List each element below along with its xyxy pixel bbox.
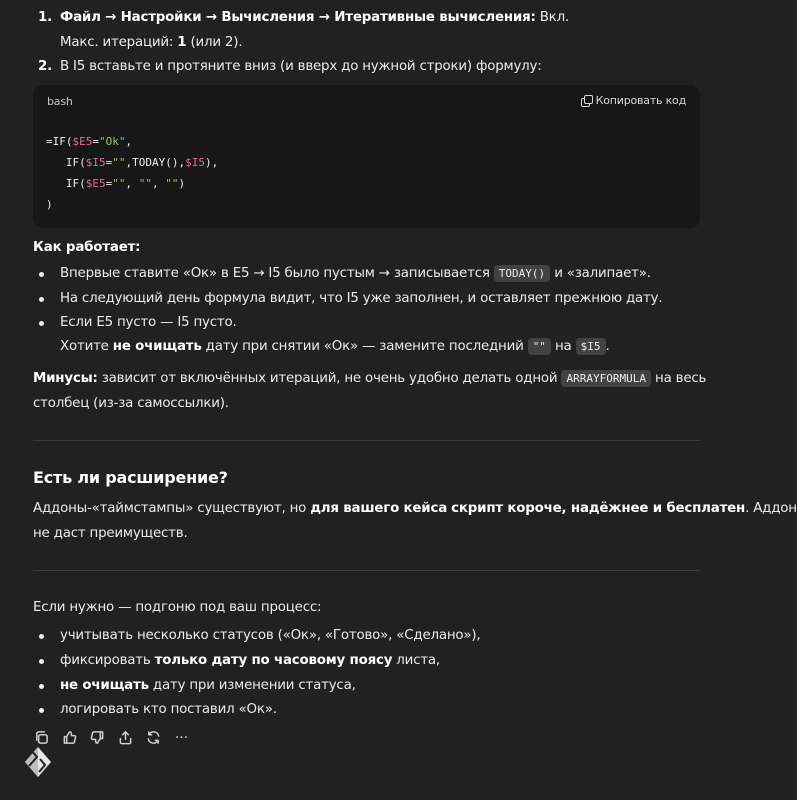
bullet-dot <box>39 708 44 713</box>
copy-code-button[interactable] <box>581 94 686 107</box>
inline-code-empty-string: "" <box>528 338 551 355</box>
bullet-dot <box>39 297 44 302</box>
outro-bullet-4: логировать кто поставил «Ок». <box>60 702 277 717</box>
good-response-button[interactable] <box>61 729 78 746</box>
how-bullet-3-subtext: Хотите не очищать дату при снятии «Ок» — замените последний "" на $I5 . <box>60 339 610 354</box>
step-1-text: Файл → Настройки → Вычисления → Итеративные вычисления: Вкл. <box>60 10 569 25</box>
copy-icon <box>34 730 49 745</box>
bullet-dot <box>39 321 44 326</box>
extension-paragraph-line-2: не даст преимуществ. <box>33 526 188 541</box>
share-icon <box>118 730 133 745</box>
how-it-works-heading: Как работает: <box>33 240 141 255</box>
bullet-dot <box>39 634 44 639</box>
outro-bullet-1: учитывать несколько статусов («Ок», «Готово», «Сделано»), <box>60 628 481 643</box>
more-icon: ··· <box>174 729 189 746</box>
thumbs-down-icon <box>90 730 105 745</box>
message-action-bar <box>33 729 190 746</box>
copy-message-button[interactable] <box>33 729 50 746</box>
regenerate-icon <box>146 730 161 745</box>
list-number-1: 1. <box>38 10 53 25</box>
thumbs-up-icon <box>62 730 77 745</box>
step-2-text: В I5 вставьте и протяните вниз (и вверх до нужной строки) формулу: <box>60 59 542 74</box>
copy-icon <box>581 96 591 106</box>
share-button[interactable] <box>117 729 134 746</box>
divider <box>33 570 700 571</box>
bullet-dot <box>39 684 44 689</box>
assistant-logo-icon <box>23 745 53 779</box>
outro-bullet-2: фиксировать только дату по часовому поясу листа, <box>60 653 440 668</box>
bullet-dot <box>39 659 44 664</box>
minuses-line-1: Минусы: зависит от включённых итераций, не очень удобно делать одной ARRAYFORMULA на весь <box>33 371 707 386</box>
bad-response-button[interactable] <box>89 729 106 746</box>
bullet-dot <box>39 272 44 277</box>
list-number-2: 2. <box>38 59 53 74</box>
code-content: =IF($E5="Ok", IF($I5="",TODAY(),$I5), IF($E5="", "", "") ) <box>46 135 219 211</box>
inline-code-today: TODAY() <box>494 265 550 282</box>
more-options-button[interactable] <box>173 729 190 746</box>
inline-code-arrayformula: ARRAYFORMULA <box>561 370 650 387</box>
how-bullet-1: Впервые ставите «Ок» в E5 → I5 было пустым → записывается TODAY() и «залипает». <box>60 266 651 281</box>
how-bullet-2: На следующий день формула видит, что I5 уже заполнен, и оставляет прежнюю дату. <box>60 291 663 306</box>
extension-heading: Есть ли расширение? <box>33 468 228 487</box>
extension-paragraph-line-1: Аддоны-«таймстампы» существуют, но для вашего кейса скрипт короче, надёжнее и бесплатен. Аддон <box>33 501 797 516</box>
step-1-subtext: Макс. итераций: 1 (или 2). <box>60 35 243 50</box>
inline-code-i5: $I5 <box>576 338 606 355</box>
how-bullet-3: Если E5 пусто — I5 пусто. <box>60 315 237 330</box>
minuses-line-2: столбец (из-за самоссылки). <box>33 396 229 411</box>
code-language-label: bash <box>47 95 73 108</box>
divider <box>33 440 700 441</box>
code-block <box>33 85 700 228</box>
outro-bullet-3: не очищать дату при изменении статуса, <box>60 678 356 693</box>
regenerate-button[interactable] <box>145 729 162 746</box>
copy-code-label: Копировать код <box>595 94 686 107</box>
outro-intro: Если нужно — подгоню под ваш процесс: <box>33 600 322 615</box>
